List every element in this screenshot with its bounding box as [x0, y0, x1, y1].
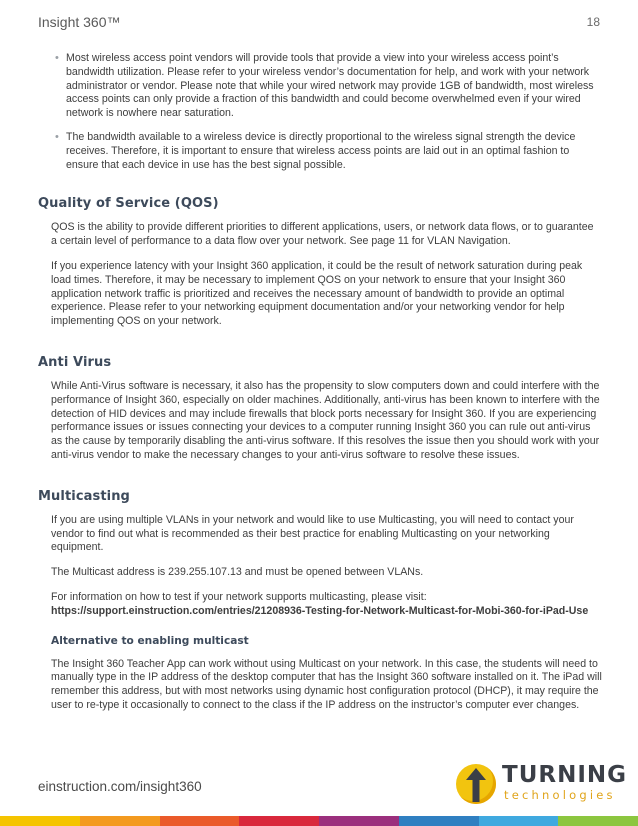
- stripe-segment: [558, 816, 638, 826]
- bullet-dot-icon: •: [55, 130, 59, 143]
- stripe-segment: [479, 816, 559, 826]
- stripe-segment: [80, 816, 160, 826]
- multicasting-paragraph-1: If you are using multiple VLANs in your network and would like to use Multicasting, you will need to contact your vendor to find out what is recommended as their best practice for enabling Multicasting on your networking equipment.: [51, 513, 574, 554]
- section-heading-anti-virus: Anti Virus: [38, 354, 112, 370]
- logo-arrow-icon: [464, 766, 488, 804]
- qos-paragraph-1: QOS is the ability to provide different priorities to different applications, users, or network data flows, or to guarantee a certain level of performance to a data flow over your network. See page 11 for VLAN Navigation.: [51, 221, 594, 248]
- stripe-segment: [160, 816, 240, 826]
- multicasting-paragraph-4: The Insight 360 Teacher App can work without using Multicast on your network. In this case, the students will need to manually type in the IP address of the desktop computer that has the Insight 360 software installed on it. The iPad will remember this address, but with most networks using dynamic host configuration protocol (DHCP), it may require the user to re-type it occasionally to connect to the class if the IP address on the instructor’s computer ever changes.: [51, 657, 602, 711]
- anti-virus-paragraph: While Anti-Virus software is necessary, it also has the propensity to slow computers down and could interfere with the performance of Insight 360, especially on older machines. Additionally, anti-virus has been known to interfere with the detection of HID devices and may include firewalls that block ports necessary for Insight 360. If you are experiencing performance issues or issues connecting your devices to a computer running Insight 360 you can rule out anti-virus as the cause by temporarily disabling the anti-virus software. If this resolves the issue then you should work with your anti-virus vendor to make the necessary changes to your anti-virus software to resolve these issues.: [51, 379, 600, 461]
- stripe-segment: [239, 816, 319, 826]
- stripe-segment: [0, 816, 80, 826]
- qos-paragraph-2: If you experience latency with your Insight 360 application, it could be the result of network saturation during peak load times. Therefore, it may be necessary to implement QOS on your network to ensure that your Insight 360 application network traffic is prioritized and receives the necessary amount of bandwidth to provide an optimal experience. Please refer to your networking equipment documentation and/or your networking vendor for help implementing QOS on your network.: [51, 259, 583, 328]
- multicasting-paragraph-3: For information on how to test if your network supports multicasting, please visit:: [51, 590, 427, 603]
- bullet-text: The bandwidth available to a wireless device is directly proportional to the wireless signal strength the device receives. Therefore, it is important to ensure that wireless access points are laid out in an optimal fashion to ensure that each device in use has the best signal possible.: [66, 130, 576, 171]
- support-link[interactable]: https://support.einstruction.com/entries/21208936-Testing-for-Network-Multicast-for-Mobi-360-for-iPad-Use: [51, 604, 589, 617]
- multicasting-paragraph-2: The Multicast address is 239.255.107.13 and must be opened between VLANs.: [51, 566, 424, 579]
- stripe-segment: [399, 816, 479, 826]
- bullet-text: Most wireless access point vendors will provide tools that provide a view into your wireless access point’s bandwidth utilization. Please refer to your wireless vendor’s documentation for help, and work with your network administrator or vendor. Please note that while your wired network may provide 1GB of bandwidth, most wireless access points can only provide a fraction of this bandwidth and could become overwhelmed even if your wired network is nowhere near saturation.: [66, 52, 594, 120]
- subheading-alternative-multicast: Alternative to enabling multicast: [51, 634, 249, 647]
- bullet-dot-icon: •: [55, 52, 59, 64]
- document-title: Insight 360™: [38, 14, 121, 30]
- turning-technologies-logo: [456, 760, 628, 808]
- logo-wordmark: TURNING: [502, 762, 628, 788]
- page-number: 18: [586, 15, 600, 29]
- footer-color-stripe: [0, 816, 638, 826]
- bullet-item: [55, 52, 602, 121]
- bullet-item: [55, 130, 602, 172]
- section-heading-qos: Quality of Service (QOS): [38, 196, 219, 212]
- stripe-segment: [319, 816, 399, 826]
- footer-url[interactable]: einstruction.com/insight360: [38, 779, 202, 794]
- section-heading-multicasting: Multicasting: [38, 488, 130, 504]
- page-content: [38, 52, 602, 713]
- logo-subtitle: technologies: [504, 788, 616, 802]
- bullet-list: [38, 52, 602, 172]
